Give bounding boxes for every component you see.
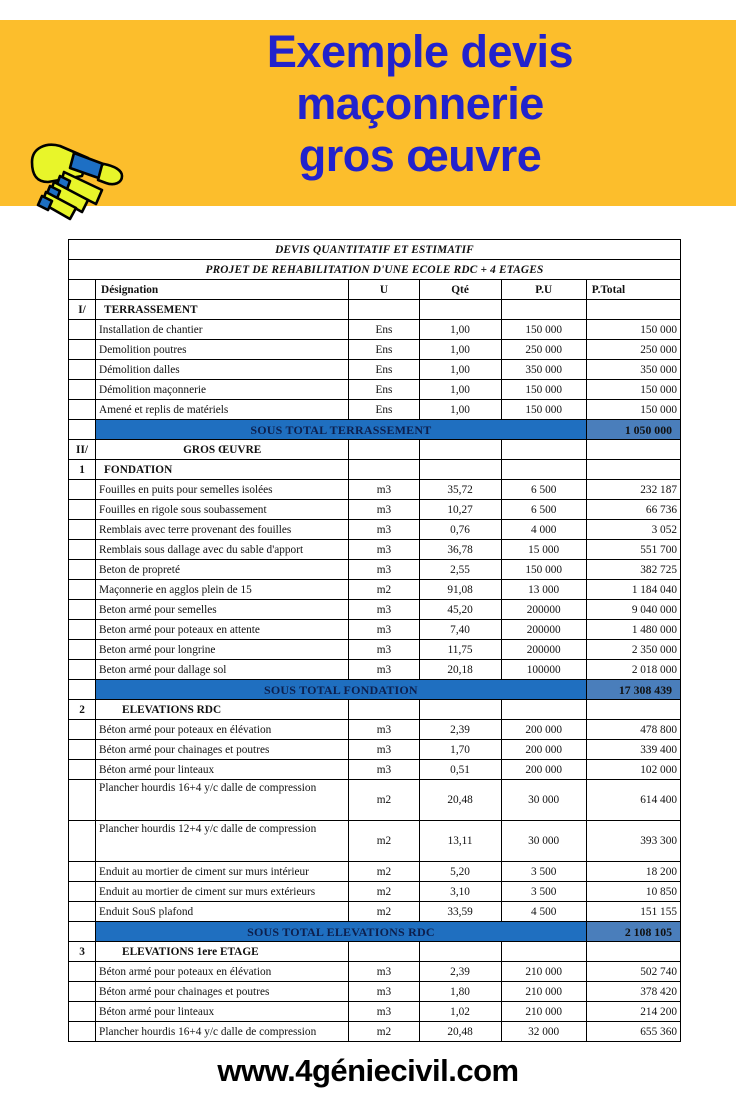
row-total: 66 736 [586, 500, 680, 520]
section-header-row [69, 942, 681, 962]
row-unit-price: 6 500 [501, 500, 586, 520]
subtotal-label: SOUS TOTAL ELEVATIONS RDC [96, 922, 587, 942]
row-designation: Béton armé pour linteaux [96, 1002, 349, 1022]
row-unit: m3 [349, 560, 419, 580]
column-header-total: P.Total [586, 280, 680, 300]
row-qty: 36,78 [419, 540, 501, 560]
row-qty: 11,75 [419, 640, 501, 660]
row-unit: Ens [349, 380, 419, 400]
row-designation: Plancher hourdis 12+4 y/c dalle de compression [96, 821, 349, 862]
row-total: 151 155 [586, 902, 680, 922]
row-designation: Enduit SouS plafond [96, 902, 349, 922]
table-row [69, 821, 681, 862]
section-number: 3 [69, 942, 96, 962]
table-row [69, 902, 681, 922]
row-unit: m3 [349, 1002, 419, 1022]
row-total: 551 700 [586, 540, 680, 560]
row-designation: Béton armé pour poteaux en élévation [96, 720, 349, 740]
row-designation: Remblais sous dallage avec du sable d'apport [96, 540, 349, 560]
row-qty: 2,39 [419, 720, 501, 740]
row-designation: Béton armé pour poteaux en élévation [96, 962, 349, 982]
table-row [69, 520, 681, 540]
section-empty-cell [586, 460, 680, 480]
row-unit-price: 100000 [501, 660, 586, 680]
row-unit-price: 200000 [501, 620, 586, 640]
row-number [69, 1022, 96, 1042]
table-header-row [69, 280, 681, 300]
table-row [69, 360, 681, 380]
row-total: 2 018 000 [586, 660, 680, 680]
row-unit-price: 32 000 [501, 1022, 586, 1042]
row-designation: Fouilles en rigole sous soubassement [96, 500, 349, 520]
row-total: 1 480 000 [586, 620, 680, 640]
row-number [69, 720, 96, 740]
column-header-designation: Désignation [96, 280, 349, 300]
row-unit-price: 250 000 [501, 340, 586, 360]
row-designation: Fouilles en puits pour semelles isolées [96, 480, 349, 500]
section-name: FONDATION [96, 460, 349, 480]
row-qty: 1,00 [419, 360, 501, 380]
row-unit: m3 [349, 480, 419, 500]
row-number [69, 640, 96, 660]
row-number [69, 560, 96, 580]
row-unit: m3 [349, 600, 419, 620]
row-unit [349, 1042, 419, 1043]
row-designation: Enduit au mortier de ciment sur murs intérieur [96, 862, 349, 882]
row-number [69, 780, 96, 821]
row-qty: 1,00 [419, 340, 501, 360]
row-unit-price: 210 000 [501, 982, 586, 1002]
row-total: 378 420 [586, 982, 680, 1002]
subtotal-row [69, 922, 681, 942]
row-qty: 5,20 [419, 862, 501, 882]
row-number [69, 902, 96, 922]
row-unit: Ens [349, 340, 419, 360]
table-row [69, 580, 681, 600]
section-empty-cell [501, 942, 586, 962]
row-unit-price: 150 000 [501, 560, 586, 580]
subtotal-label: SOUS TOTAL FONDATION [96, 680, 587, 700]
section-header-row [69, 700, 681, 720]
row-total: 3 052 [586, 520, 680, 540]
row-unit: m3 [349, 520, 419, 540]
row-designation: Béton armé pour linteaux [96, 760, 349, 780]
row-qty: 10,27 [419, 500, 501, 520]
row-qty: 1,00 [419, 320, 501, 340]
row-number [69, 821, 96, 862]
row-designation: Plancher hourdis 16+4 y/c dalle de compression [96, 1022, 349, 1042]
column-header-unit: U [349, 280, 419, 300]
table-row [69, 660, 681, 680]
row-designation: Plancher hourdis 16+4 y/c dalle de compression [96, 780, 349, 821]
table-row [69, 740, 681, 760]
row-total: 502 740 [586, 962, 680, 982]
row-number [69, 580, 96, 600]
section-empty-cell [586, 440, 680, 460]
row-unit-price: 150 000 [501, 380, 586, 400]
row-unit: m2 [349, 1022, 419, 1042]
section-empty-cell [349, 300, 419, 320]
document-title: DEVIS QUANTITATIF ET ESTIMATIF [69, 240, 681, 260]
row-number [69, 1002, 96, 1022]
section-name: ELEVATIONS 1ere ETAGE [96, 942, 349, 962]
row-unit: m3 [349, 720, 419, 740]
section-name: TERRASSEMENT [96, 300, 349, 320]
row-number [69, 600, 96, 620]
row-unit: m2 [349, 862, 419, 882]
row-unit-price: 3 500 [501, 882, 586, 902]
row-unit: m3 [349, 500, 419, 520]
title-line-2: maçonnerie [296, 78, 544, 129]
subtotal-label: SOUS TOTAL TERRASSEMENT [96, 420, 587, 440]
row-unit-price: 200000 [501, 640, 586, 660]
title-line-3: gros œuvre [298, 130, 542, 181]
row-qty: 2,55 [419, 560, 501, 580]
table-row [69, 400, 681, 420]
row-total: 214 200 [586, 1002, 680, 1022]
row-unit-price: 15 000 [501, 540, 586, 560]
row-qty: 7,40 [419, 620, 501, 640]
row-qty: 91,08 [419, 580, 501, 600]
row-unit-price: 6 500 [501, 480, 586, 500]
row-unit-price: 200000 [501, 600, 586, 620]
section-empty-cell [586, 942, 680, 962]
row-unit: m3 [349, 740, 419, 760]
section-name: GROS ŒUVRE [96, 440, 349, 460]
row-number [69, 360, 96, 380]
table-row [69, 480, 681, 500]
row-number [69, 480, 96, 500]
table-row [69, 620, 681, 640]
subtotal-row [69, 680, 681, 700]
table-row [69, 320, 681, 340]
table-row [69, 540, 681, 560]
row-total: 10 850 [586, 882, 680, 902]
section-empty-cell [586, 700, 680, 720]
row-total: 250 000 [586, 340, 680, 360]
section-empty-cell [419, 460, 501, 480]
section-empty-cell [419, 942, 501, 962]
row-total: 18 200 [586, 862, 680, 882]
section-empty-cell [501, 700, 586, 720]
row-qty: 1,70 [419, 740, 501, 760]
row-unit-price: 30 000 [501, 821, 586, 862]
row-unit: m2 [349, 821, 419, 862]
section-number: I/ [69, 300, 96, 320]
row-unit-price: 150 000 [501, 400, 586, 420]
section-empty-cell [349, 460, 419, 480]
row-number [69, 740, 96, 760]
table-row [69, 882, 681, 902]
section-empty-cell [419, 440, 501, 460]
row-unit: m2 [349, 902, 419, 922]
row-qty: 13,11 [419, 821, 501, 862]
row-number [69, 540, 96, 560]
row-qty: 3,10 [419, 882, 501, 902]
row-number [69, 862, 96, 882]
table-row [69, 340, 681, 360]
row-unit: Ens [349, 320, 419, 340]
row-unit-price: 4 500 [501, 902, 586, 922]
section-empty-cell [349, 440, 419, 460]
row-unit-price: 13 000 [501, 580, 586, 600]
subtotal-blank [69, 922, 96, 942]
row-total: 232 187 [586, 480, 680, 500]
row-unit-price: 350 000 [501, 360, 586, 380]
row-designation: Démolition maçonnerie [96, 380, 349, 400]
row-qty: 0,51 [419, 760, 501, 780]
row-unit-price: 200 000 [501, 720, 586, 740]
table-row [69, 1002, 681, 1022]
row-number [69, 520, 96, 540]
table-row [69, 1042, 681, 1043]
subtotal-value: 1 050 000 [586, 420, 680, 440]
pointing-hand-icon [18, 138, 128, 226]
table-row [69, 1022, 681, 1042]
row-number [69, 380, 96, 400]
row-qty: 20,18 [419, 660, 501, 680]
document-subtitle: PROJET DE REHABILITATION D'UNE ECOLE RDC + 4 ETAGES [69, 260, 681, 280]
row-unit-price: 200 000 [501, 760, 586, 780]
table-row [69, 720, 681, 740]
row-number [69, 340, 96, 360]
row-total: 150 000 [586, 380, 680, 400]
row-unit: m3 [349, 962, 419, 982]
row-qty: 1,02 [419, 1002, 501, 1022]
section-empty-cell [419, 700, 501, 720]
row-total: 150 000 [586, 400, 680, 420]
table-row [69, 500, 681, 520]
row-qty [419, 1042, 501, 1043]
row-unit-price [501, 1042, 586, 1043]
row-unit: Ens [349, 360, 419, 380]
row-unit-price: 30 000 [501, 780, 586, 821]
section-empty-cell [501, 440, 586, 460]
row-designation: Installation de chantier [96, 320, 349, 340]
section-empty-cell [586, 300, 680, 320]
subtotal-row [69, 420, 681, 440]
row-total: 382 725 [586, 560, 680, 580]
row-total: 2 350 000 [586, 640, 680, 660]
row-designation: Démolition dalles [96, 360, 349, 380]
row-total [586, 1042, 680, 1043]
row-unit: m2 [349, 780, 419, 821]
section-header-row [69, 460, 681, 480]
row-number [69, 760, 96, 780]
row-qty: 20,48 [419, 1022, 501, 1042]
section-empty-cell [419, 300, 501, 320]
table-row [69, 560, 681, 580]
row-qty: 1,00 [419, 400, 501, 420]
section-empty-cell [501, 460, 586, 480]
row-total: 393 300 [586, 821, 680, 862]
table-row [69, 760, 681, 780]
row-total: 350 000 [586, 360, 680, 380]
row-unit-price: 210 000 [501, 962, 586, 982]
row-qty: 0,76 [419, 520, 501, 540]
row-number [69, 620, 96, 640]
row-number [69, 962, 96, 982]
row-designation [96, 1042, 349, 1043]
row-qty: 20,48 [419, 780, 501, 821]
section-empty-cell [349, 700, 419, 720]
row-qty: 45,20 [419, 600, 501, 620]
row-number [69, 500, 96, 520]
row-number [69, 320, 96, 340]
site-url: www.4géniecivil.com [217, 1053, 519, 1088]
row-unit: m3 [349, 540, 419, 560]
table-row [69, 640, 681, 660]
row-designation: Béton armé pour chainages et poutres [96, 982, 349, 1002]
row-total: 614 400 [586, 780, 680, 821]
row-unit-price: 4 000 [501, 520, 586, 540]
section-header-row [69, 300, 681, 320]
table-row [69, 600, 681, 620]
devis-document [68, 239, 683, 1042]
row-designation: Beton armé pour longrine [96, 640, 349, 660]
row-total: 9 040 000 [586, 600, 680, 620]
column-header-num [69, 280, 96, 300]
row-designation: Demolition poutres [96, 340, 349, 360]
row-unit-price: 150 000 [501, 320, 586, 340]
section-empty-cell [349, 942, 419, 962]
column-header-unit-price: P.U [501, 280, 586, 300]
row-unit-price: 210 000 [501, 1002, 586, 1022]
section-number: 2 [69, 700, 96, 720]
subtotal-value: 2 108 105 [586, 922, 680, 942]
subtotal-blank [69, 420, 96, 440]
row-total: 102 000 [586, 760, 680, 780]
table-row [69, 982, 681, 1002]
column-header-qty: Qté [419, 280, 501, 300]
row-unit: m3 [349, 640, 419, 660]
row-unit: m2 [349, 882, 419, 902]
row-qty: 35,72 [419, 480, 501, 500]
row-designation: Amené et replis de matériels [96, 400, 349, 420]
row-designation: Béton armé pour chainages et poutres [96, 740, 349, 760]
section-number: 1 [69, 460, 96, 480]
row-designation: Maçonnerie en agglos plein de 15 [96, 580, 349, 600]
row-designation: Beton de propreté [96, 560, 349, 580]
page-title [120, 26, 720, 182]
section-name: ELEVATIONS RDC [96, 700, 349, 720]
section-empty-cell [501, 300, 586, 320]
row-unit: m3 [349, 660, 419, 680]
subtotal-blank [69, 680, 96, 700]
row-unit: m3 [349, 760, 419, 780]
row-number [69, 400, 96, 420]
row-unit: m2 [349, 580, 419, 600]
row-qty: 2,39 [419, 962, 501, 982]
table-row [69, 780, 681, 821]
row-designation: Beton armé pour dallage sol [96, 660, 349, 680]
row-unit: m3 [349, 982, 419, 1002]
devis-table [68, 239, 681, 1042]
row-designation: Beton armé pour poteaux en attente [96, 620, 349, 640]
row-total: 655 360 [586, 1022, 680, 1042]
table-row [69, 380, 681, 400]
row-unit-price: 200 000 [501, 740, 586, 760]
row-qty: 33,59 [419, 902, 501, 922]
row-total: 1 184 040 [586, 580, 680, 600]
row-designation: Enduit au mortier de ciment sur murs extérieurs [96, 882, 349, 902]
row-total: 150 000 [586, 320, 680, 340]
row-designation: Remblais avec terre provenant des fouilles [96, 520, 349, 540]
table-row [69, 862, 681, 882]
row-total: 478 800 [586, 720, 680, 740]
section-number: II/ [69, 440, 96, 460]
row-total: 339 400 [586, 740, 680, 760]
row-unit-price: 3 500 [501, 862, 586, 882]
table-row [69, 962, 681, 982]
subtotal-value: 17 308 439 [586, 680, 680, 700]
row-number [69, 982, 96, 1002]
row-number [69, 660, 96, 680]
row-qty: 1,00 [419, 380, 501, 400]
row-unit: m3 [349, 620, 419, 640]
title-line-1: Exemple devis [266, 26, 574, 77]
document-title-row [69, 240, 681, 260]
section-header-row [69, 440, 681, 460]
row-number [69, 882, 96, 902]
row-designation: Beton armé pour semelles [96, 600, 349, 620]
row-qty: 1,80 [419, 982, 501, 1002]
row-unit: Ens [349, 400, 419, 420]
document-subtitle-row [69, 260, 681, 280]
row-number [69, 1042, 96, 1043]
